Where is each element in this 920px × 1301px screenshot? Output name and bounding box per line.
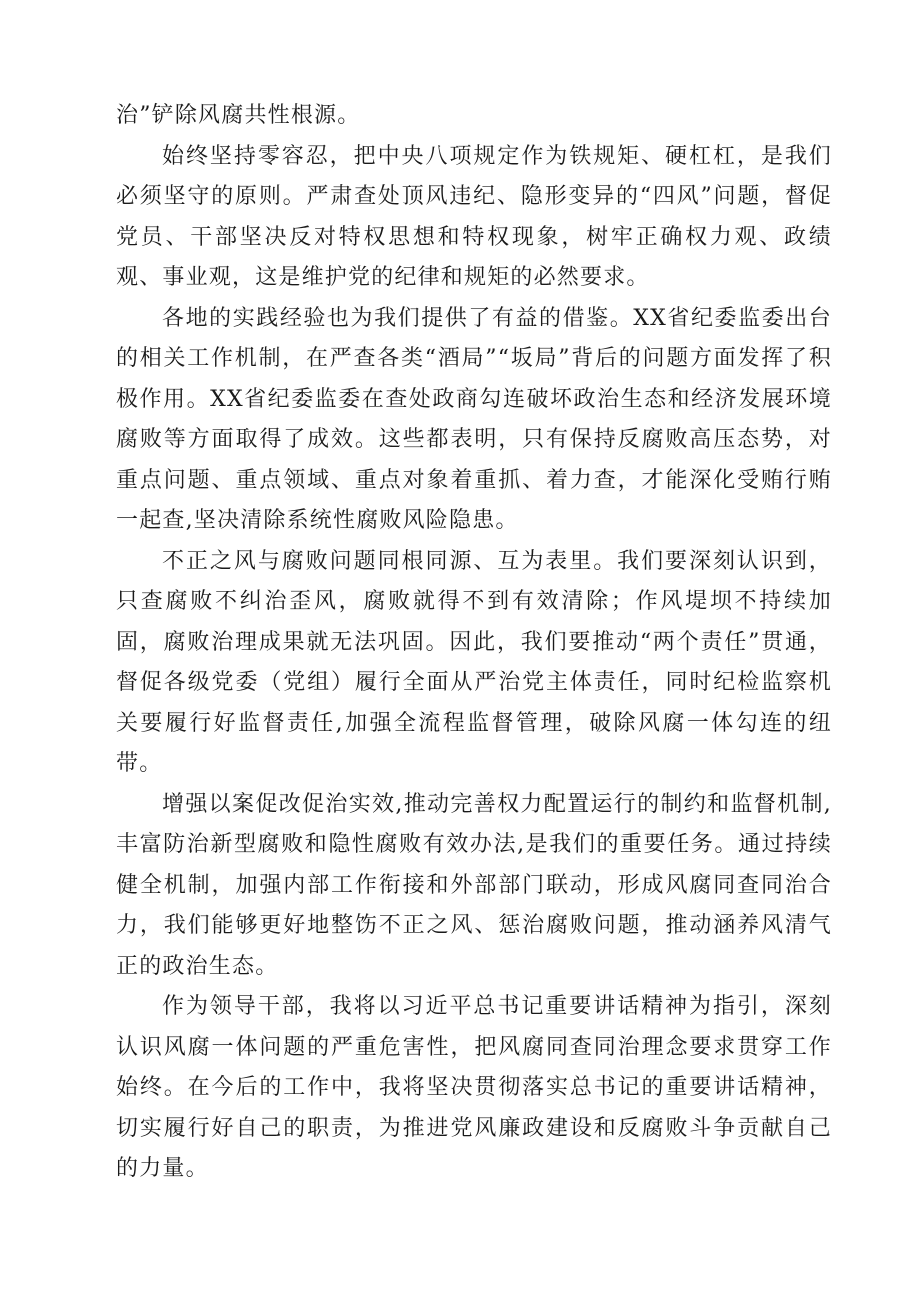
paragraph-same-root: 不正之风与腐败问题同根同源、互为表里。我们要深刻认识到，只查腐败不纠治歪风，腐败就得不到有效清除；作风堤坝不持续加固，腐败治理成果就无法巩固。因此，我们要推动“两个责任”贯通，督促各级党委（党组）履行全面从严治党主体责任，同时纪检监察机关要履行好监督责任,加强全流程监督管理，破除风腐一体勾连的纽带。 — [116, 548, 832, 776]
paragraph-continuation: 治”铲除风腐共性根源。 — [116, 103, 361, 128]
paragraph-leadership-commitment: 作为领导干部，我将以习近平总书记重要讲话精神为指引，深刻认识风腐一体问题的严重危害性，把风腐同查同治理念要求贯穿工作始终。在今后的工作中，我将坚决贯彻落实总书记的重要讲话精神，切实履行好自己的职责，为推进党风廉政建设和反腐败斗争贡献自己的力量。 — [116, 994, 832, 1181]
document-body — [116, 96, 832, 1190]
paragraph-zero-tolerance: 始终坚持零容忍，把中央八项规定作为铁规矩、硬杠杠，是我们必须坚守的原则。严肃查处顶风违纪、隐形变异的“四风”问题，督促党员、干部坚决反对特权思想和特权现象，树牢正确权力观、政绩观、事业观，这是维护党的纪律和规矩的必然要求。 — [116, 143, 832, 290]
paragraph-local-experience: 各地的实践经验也为我们提供了有益的借鉴。XX省纪委监委出台的相关工作机制，在严查各类“酒局”“坂局”背后的问题方面发挥了积极作用。XX省纪委监委在查处政商勾连破坏政治生态和经济发展环境腐败等方面取得了成效。这些都表明，只有保持反腐败高压态势，对重点问题、重点领域、重点对象着重抓、着力查，才能深化受贿行贿一起查,坚决清除系统性腐败风险隐患。 — [116, 305, 832, 533]
paragraph-case-reform: 增强以案促改促治实效,推动完善权力配置运行的制约和监督机制,丰富防治新型腐败和隐性腐败有效办法,是我们的重要任务。通过持续健全机制，加强内部工作衔接和外部部门联动，形成风腐同查同治合力，我们能够更好地整饬不正之风、惩治腐败问题，推动涵养风清气正的政治生态。 — [116, 791, 832, 979]
